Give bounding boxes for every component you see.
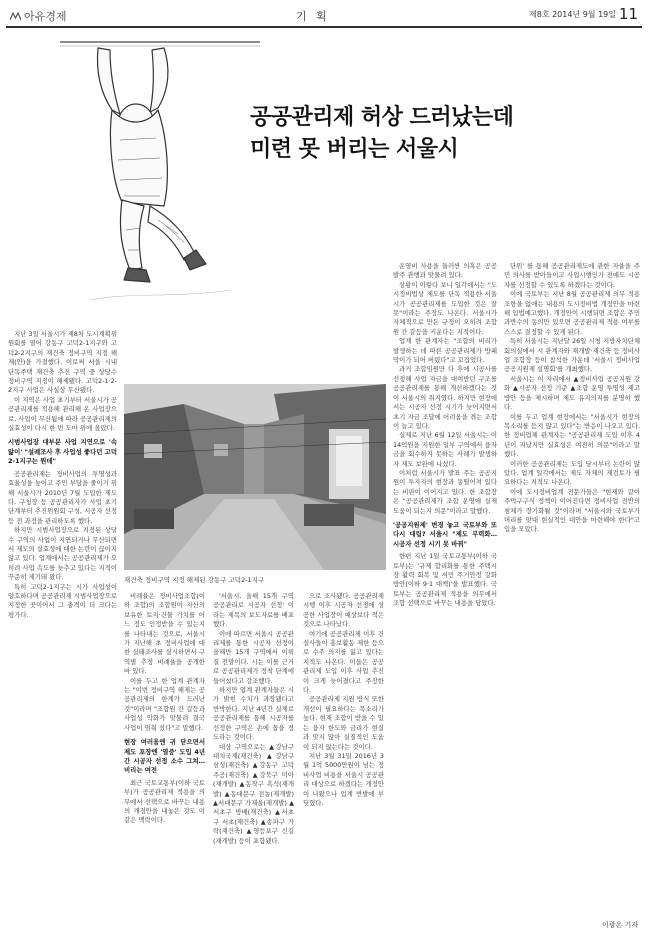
body-paragraph: 이에 따르면 서울시 공공관리제를 통한 시공자 선정이 올해만 15개 구역에서 이뤄질 전망이다. 시는 이를 근거로 공공관리제가 정착 단계에 들어섰다고 강조했다. <box>213 629 294 685</box>
body-paragraph: 서울시는 이 자리에서 ▲정비사업 공공지원 강화 ▲시공자 선정 기준 ▲조합 운영 투명성 제고 방안 등을 제시하며 제도 유지의지를 분명히 했다. <box>504 374 640 412</box>
headline-line-2: 미련 못 버리는 서울시 <box>250 137 459 162</box>
body-paragraph: 하지만 업계 관계자들은 시가 밝힌 수치가 과장됐다고 반박한다. 지난 4년간 실제로 공공관리제를 통해 시공자를 선정한 구역은 손에 꼽을 정도라는 것이다. <box>213 686 294 742</box>
body-paragraph: 지난 3월 31일 2016년 3월 1억 5000만원이 넘는 정비사업 비용을 서울시 공공관리 대상으로 하겠다는 개정안이 나왔으나 업계 반발에 부딪혔다. <box>303 751 384 807</box>
body-paragraph: 업계 한 관계자는 "조합의 비리가 발생하는 데 따른 공공관리제가 방패막이가 되어 버렸다"고 꼬집었다. <box>393 337 497 365</box>
photo-caption: 재건축 정비구역 지정 해제된 강동구 고덕2-1지구 <box>124 576 265 584</box>
byline: 이광온 기자 <box>601 921 638 929</box>
body-paragraph: 이에 도시정비업계 전문가들은 "현재와 같이 주먹구구식 정책이 이어진다면 정비사업 전반의 침체가 장기화될 것"이라며 "서울시와 국토부가 머리를 맞대 현실적인 대안을 마련해야 한다"고 입을 모았다. <box>504 487 640 534</box>
page-number: 11 <box>618 5 638 23</box>
body-paragraph: 한편 지난 1일 국토교통부(이하 국토부)는 '규제 합리화를 통한 주택시장 활력 회복 및 서민 주거안정 강화 방안(이하 9·1 대책)'을 발표했다. 국토부는 공공관리제 적용을 의무에서 조합 선택으로 바꾸는 내용을 담았다. <box>393 552 497 608</box>
body-paragraph: 공공관리제 지원 방식 또한 개선이 필요하다는 목소리가 높다. 현재 조합이 받을 수 있는 융자 한도와 금리가 현실과 맞지 않아 실질적인 도움이 되지 않는다는 것이다. <box>303 695 384 751</box>
headline-line-1: 공공관리제 허상 드러났는데 <box>250 105 514 130</box>
hanging-man-illustration <box>60 30 260 330</box>
publication-logo <box>10 8 67 24</box>
article-column-1 <box>8 330 117 620</box>
body-paragraph: 최근 국토교통부(이하 국토부)가 공공관리제 적용을 의무에서 선택으로 바꾸는 내용의 개정안을 내놓은 것도 이 같은 맥락이다. <box>124 778 205 825</box>
body-paragraph: 과거 조합임원만 다 후에 시공사를 선정해 사업 자금을 대여받던 구조를 공공관리제를 통해 개선하겠다는 것이 서울시의 취지였다. 하지만 현장에서는 시공자 선정 시기가 늦어지면서 초기 자금 조달에 어려움을 겪는 조합이 늘고 있다. <box>393 365 497 430</box>
header-rule <box>6 26 642 28</box>
body-paragraph: 실제로 지난 6월 12일 서울시는 이 14억원을 지원한 일부 구역에서 융자금을 회수하지 못하는 사례가 발생하자 제도 보완에 나섰다. <box>393 431 497 468</box>
section-title: 기 획 <box>296 10 330 23</box>
article-column-2 <box>124 592 205 826</box>
body-paragraph: 지난 3일 서울시가 제8차 도시계획위원회를 열어 강동구 고덕2-1지구와 고덕2-2지구의 재건축 정비구역 지정 해제(안)을 가결했다. 이로써 서울 시내 단독주택 재건축 추진 구역 중 상당수 정비구역 지정이 해제됐다. 고덕2-1·2-2지구 사업은 사실상 무산됐다. <box>8 330 117 395</box>
body-paragraph: 이러한 공공관리제는 도입 당시부터 논란이 많았다. 업계 일각에서는 제도 자체의 재검토가 필요하다는 지적도 나온다. <box>504 459 640 487</box>
body-paragraph: 이처럼 서울시가 발표 주는 공공지원이 투자자의 현장과 동떨어져 있다는 비판이 이어지고 있다. 한 조합장은 "공공관리제가 조합 운영에 실제 도움이 되는지 의문"이라고 말했다. <box>393 468 497 515</box>
body-paragraph: 비례율은 정비사업조합(이하 조합)의 조합원이 자산의 보유한 토지·건물 가치를 어느 정도 인정받을 수 있는지를 나타내는 것으로, 서울시가 지난해 초 정비사업에 대한 실태조사를 실시하면서 구역별 추정 비례율을 공개한 바 있다. <box>124 592 205 676</box>
body-paragraph: 이에 국토부는 지난 8월 공공관리제 의무 적용 조항을 없애는 내용의 도시정비법 개정안을 마련해 입법예고했다. 개정안이 시행되면 조합은 주민 과반수의 동의만 있으면 공공관리제 적용 여부를 스스로 결정할 수 있게 된다. <box>504 290 640 336</box>
logo-icon <box>10 12 21 21</box>
body-paragraph: 이를 두고 한 업계 관계자는 "이번 정비구역 해제는 공공관리제의 한계가 드러난 것"이라며 "조합원 간 갈등과 사업성 악화가 맞물려 결국 사업이 멈춰 섰다"고 말했다. <box>124 676 205 732</box>
article-column-3 <box>213 592 294 846</box>
body-paragraph: 이를 두고 업계 현장에서는 "서울시가 현장의 목소리를 듣지 않고 있다"는 반응이 나오고 있다. 한 정비업체 관계자는 "공공관리제 도입 이후 4년이 지났지만 실효성은 여전히 의문"이라고 말했다. <box>504 412 640 459</box>
article-column-4 <box>303 592 384 808</box>
body-paragraph: 단위' 를 통해 공공관리제도에 관한 자율을 주민 의사를 받아들이고 사업시행인가 전에도 시공자를 선정할 수 있도록 하겠다는 것이다. <box>504 262 640 289</box>
body-paragraph: 운영비 사용을 둘러싼 의혹은 공공 발주 관행과 맞물려 있다. <box>393 262 497 280</box>
body-paragraph: 으로 조사됐다. 공공관리제 시행 이후 시공자 선정에 성공한 사업장이 예상보다 적은 것으로 나타났다. <box>303 592 384 629</box>
article-column-5 <box>393 262 497 609</box>
body-paragraph: 이 지역은 사업 초기부터 서울시가 공공관리제를 적용해 관리해 온 사업장으로, 사업이 무산됨에 따라 공공관리제의 실효성이 다시 한 번 도마 위에 올랐다. <box>8 395 117 433</box>
body-paragraph: 하지만 시범사업장으로 지정된 상당수 구역의 사업이 지연되거나 무산되면서 제도의 실효성에 대한 논란이 끊이지 않고 있다. 업계에서는 공공관리제가 오히려 사업 속도를 늦추고 있다는 지적이 꾸준히 제기돼 왔다. <box>8 526 117 582</box>
body-paragraph: 대상 구역으로는 ▲강남구 대치국제(재건축) ▲강남구 삼성(재건축) ▲강동구 고덕주공(재건축) ▲강북구 미아(재개발) ▲동작구 흑석(재개발) ▲동대문구 전농(재개발) ▲서대문구 가재울(재개발) ▲서초구 방배(재건축) ▲서초구 서초(재건축) ▲송파구 가락(재건축) ▲영등포구 신길(재개발) 등이 포함됐다. <box>213 742 294 845</box>
body-paragraph: 특히 서울시는 지난달 26일 시청 지방자치단체 회의실에서 시 관계자와 재개발·재건축 등 정비사업 조합장 등이 참석한 가운데 '서울시 정비사업 공공지원제 설명회'를 개최했다. <box>504 337 640 374</box>
body-paragraph: '서울시, 올해 15개 구역 공공관리로 시공자 선정' 이라는 제목의 보도자료를 배포했다. <box>213 592 294 629</box>
article-headline <box>250 102 580 166</box>
body-paragraph: 공공관리제는 정비사업의 투명성과 효율성을 높이고 주민 부담을 줄이기 위해 서울시가 2010년 7월 도입한 제도다. 구청장 등 공공관리자가 사업 초기 단계부터 추진위원회 구성, 시공자 선정 등 전 과정을 관리하도록 했다. <box>8 469 117 525</box>
subheading: 시범사업장 대부분 사업 지연으로 '속앓이' "설례조사 후 사업성 좋다던 고덕2-1지구는 뭔데" <box>8 438 118 466</box>
subheading: 현장 여러움엔 귀 닫으면서 제도 포장엔 '열중' 도입 4년간 시공자 선정 소수 그쳐… 비리는 여전 <box>124 738 205 775</box>
body-paragraph: 여기에 공공관리제 이후 건설사들이 홍보활동 제한 등으로 수주 의지를 잃고 있다는 지적도 나온다. 이들은 공공관리제 도입 이후 사업 추진이 크게 늦어졌다고 주장한다. <box>303 629 384 695</box>
article-photo <box>124 384 386 570</box>
body-paragraph: 특히 고덕2-1지구는 시가 사업성이 양호하다며 공공관리제 시범사업장으로 지정한 곳이어서 그 충격이 더 크다는 평가다. <box>8 582 118 619</box>
body-paragraph: 상황이 이렇다 보니 일각에서는 "도시정비법상 제도를 단독 적용한 서울시가 공공관리제를 도입한 것은 잘못"이라는 주장도 나온다. 서울시가 자체적으로 만든 규정이 오히려 조합원 간 갈등을 키운다는 지적이다. <box>393 280 497 336</box>
subheading: '공공지원제' 변경 놓고 국토부와 또다시 대립? 서울시 "제도 무력화… 시공자 선정 시기 못 바꿔" <box>393 520 497 548</box>
article-column-6 <box>504 262 640 535</box>
publication-name: 아유경제 <box>24 10 67 23</box>
issue-date: 제8호 2014년 9월 19일 <box>529 10 616 19</box>
